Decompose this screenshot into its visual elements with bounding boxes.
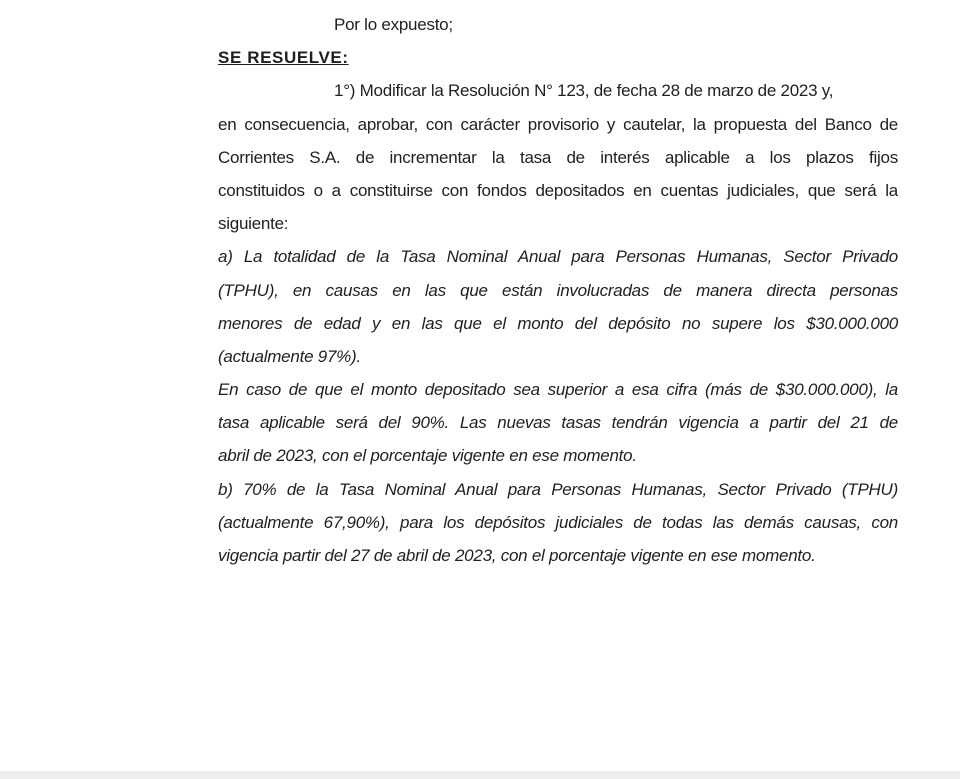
item-a-line: (TPHU), en causas en las que están involucradas de manera directa personas (218, 280, 898, 300)
item-b-line: (actualmente 67,90%), para los depósitos judiciales de todas las demás causas, con (218, 512, 898, 532)
bottom-edge (0, 771, 960, 779)
paragraph-b-line: tasa aplicable será del 90%. Las nuevas tasas tendrán vigencia a partir del 21 de (218, 413, 898, 433)
article-1-line: 1°) Modificar la Resolución N° 123, de fecha 28 de marzo de 2023 y, (334, 81, 834, 101)
paragraph-b-line: En caso de que el monto depositado sea superior a esa cifra (más de $30.000.000), la (218, 380, 898, 400)
article-1-line: en consecuencia, aprobar, con carácter provisorio y cautelar, la propuesta del Banco de (218, 114, 898, 134)
document-body (218, 8, 898, 572)
paragraph-b-line: abril de 2023, con el porcentaje vigente en ese momento. (218, 446, 637, 466)
resolution-heading: SE RESUELVE: (218, 48, 349, 68)
article-1-line: siguiente: (218, 214, 289, 234)
item-a-line: menores de edad y en las que el monto del depósito no supere los $30.000.000 (218, 313, 898, 333)
item-a (218, 240, 898, 373)
item-a-line: (actualmente 97%). (218, 346, 361, 366)
item-a-line: a) La totalidad de la Tasa Nominal Anual para Personas Humanas, Sector Privado (218, 247, 898, 267)
intro-text: Por lo expuesto; (334, 15, 453, 34)
item-b-line: b) 70% de la Tasa Nominal Anual para Personas Humanas, Sector Privado (TPHU) (218, 479, 898, 499)
article-1-line: Corrientes S.A. de incrementar la tasa de interés aplicable a los plazos fijos (218, 147, 898, 167)
item-b-line: vigencia partir del 27 de abril de 2023, con el porcentaje vigente en ese momento. (218, 546, 816, 565)
article-1 (218, 74, 898, 240)
article-1-line: constituidos o a constituirse con fondos depositados en cuentas judiciales, que será la (218, 180, 898, 200)
item-b (218, 473, 898, 573)
paragraph-b (218, 373, 898, 473)
